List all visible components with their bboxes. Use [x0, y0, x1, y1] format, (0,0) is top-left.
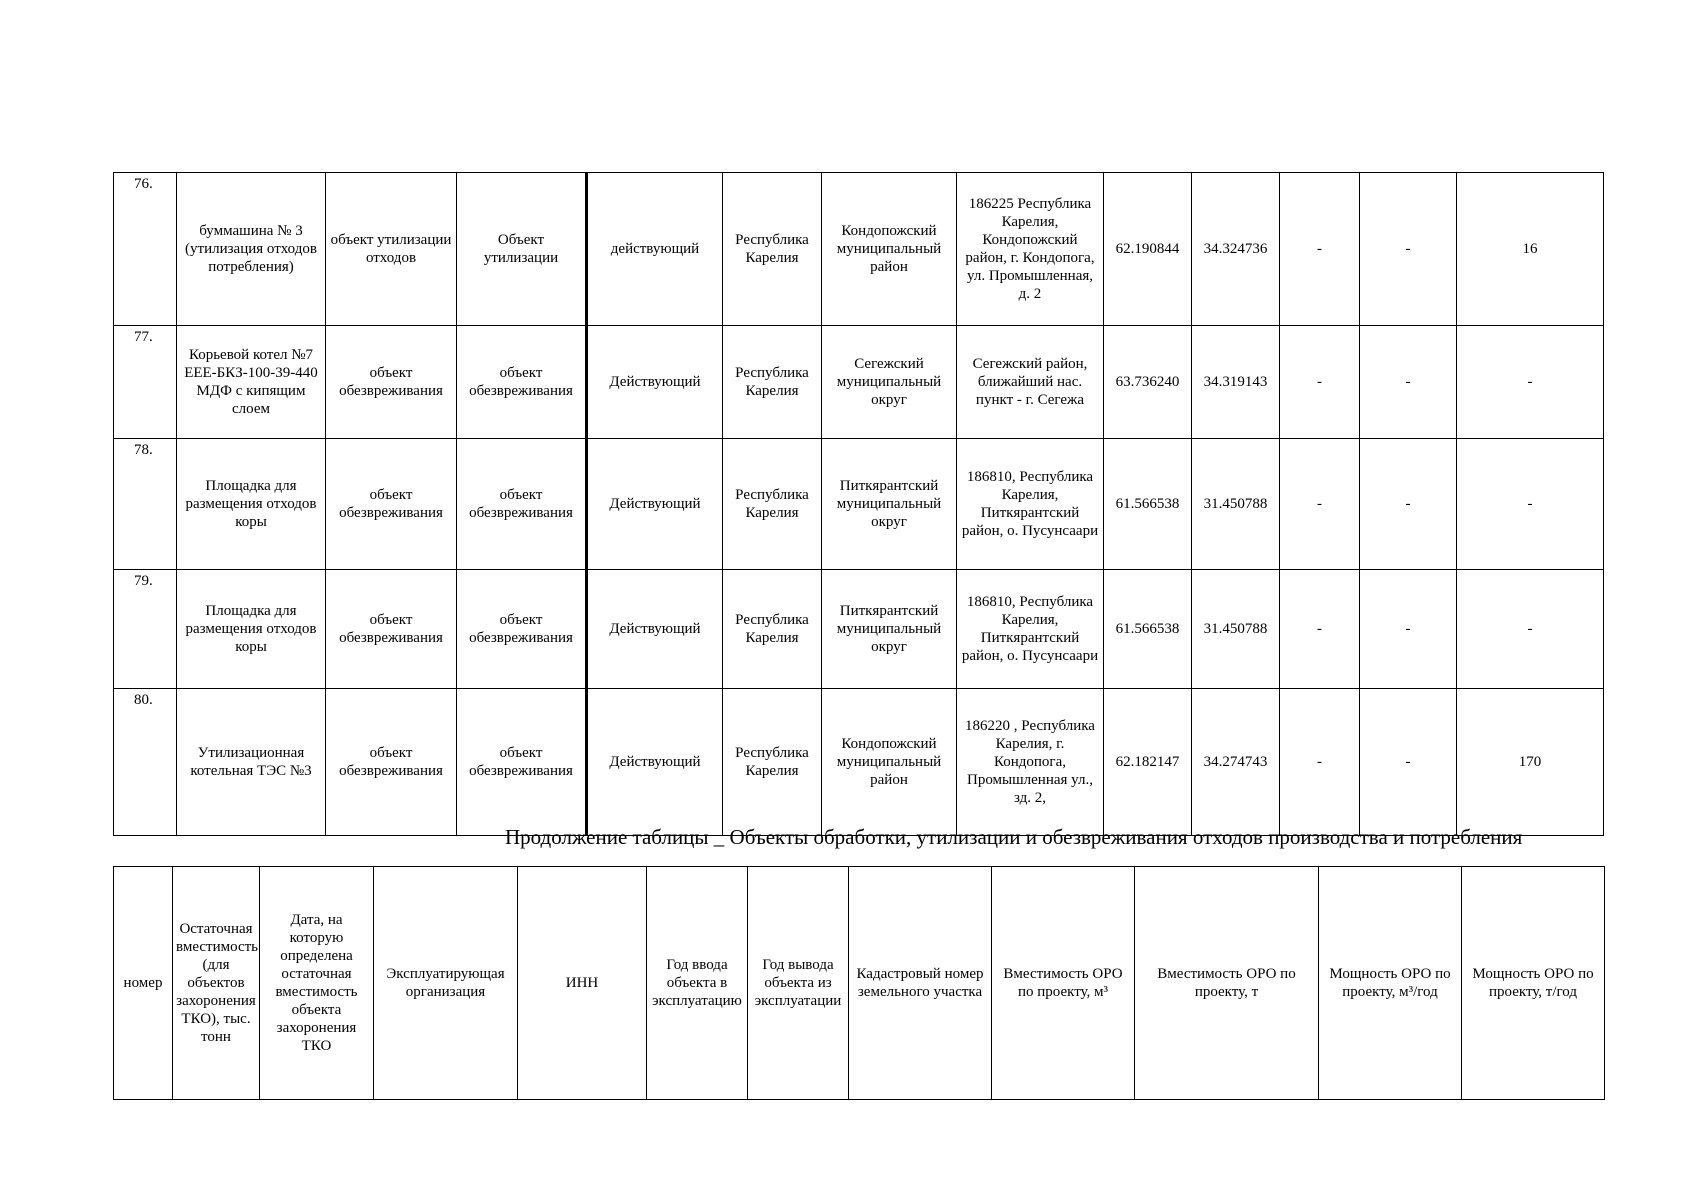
- value-1: -: [1280, 570, 1360, 689]
- address: 186220 , Республика Карелия, г. Кондопога, Промышленная ул., зд. 2,: [957, 689, 1104, 836]
- object-type: объект обезвреживания: [326, 689, 457, 836]
- value-2: -: [1360, 439, 1457, 570]
- value-1: -: [1280, 326, 1360, 439]
- row-number: 76.: [114, 173, 177, 326]
- longitude: 31.450788: [1192, 439, 1280, 570]
- region: Республика Карелия: [723, 570, 822, 689]
- continuation-header-table: [113, 866, 1605, 1100]
- latitude: 63.736240: [1104, 326, 1192, 439]
- header-row: [114, 867, 1605, 1100]
- object-purpose: Объект утилизации: [457, 173, 587, 326]
- value-3: -: [1457, 326, 1604, 439]
- object-status: Действующий: [587, 326, 723, 439]
- value-3: -: [1457, 570, 1604, 689]
- object-status: Действующий: [587, 439, 723, 570]
- address: 186810, Республика Карелия, Питкярантский район, о. Пусунсаари: [957, 439, 1104, 570]
- latitude: 62.190844: [1104, 173, 1192, 326]
- column-header: Эксплуатирующая организация: [374, 867, 518, 1100]
- value-1: -: [1280, 439, 1360, 570]
- value-2: -: [1360, 173, 1457, 326]
- municipality: Питкярантский муниципальный округ: [822, 570, 957, 689]
- object-name: буммашина № 3 (утилизация отходов потребления): [177, 173, 326, 326]
- object-purpose: объект обезвреживания: [457, 689, 587, 836]
- column-header: Мощность ОРО по проекту, т/год: [1462, 867, 1605, 1100]
- latitude: 61.566538: [1104, 570, 1192, 689]
- municipality: Кондопожский муниципальный район: [822, 173, 957, 326]
- object-status: действующий: [587, 173, 723, 326]
- value-3: -: [1457, 439, 1604, 570]
- latitude: 62.182147: [1104, 689, 1192, 836]
- municipality: Сегежский муниципальный округ: [822, 326, 957, 439]
- object-type: объект обезвреживания: [326, 326, 457, 439]
- value-1: -: [1280, 689, 1360, 836]
- region: Республика Карелия: [723, 326, 822, 439]
- longitude: 34.324736: [1192, 173, 1280, 326]
- object-purpose: объект обезвреживания: [457, 439, 587, 570]
- municipality: Кондопожский муниципальный район: [822, 689, 957, 836]
- object-name: Площадка для размещения отходов коры: [177, 570, 326, 689]
- value-1: -: [1280, 173, 1360, 326]
- column-header: номер: [114, 867, 173, 1100]
- object-name: Корьевой котел №7 ЕЕЕ-БКЗ-100-39-440 МДФ с кипящим слоем: [177, 326, 326, 439]
- value-3: 170: [1457, 689, 1604, 836]
- object-name: Утилизационная котельная ТЭС №3: [177, 689, 326, 836]
- municipality: Питкярантский муниципальный округ: [822, 439, 957, 570]
- row-number: 78.: [114, 439, 177, 570]
- table-caption: Продолжение таблицы _ Объекты обработки, утилизации и обезвреживания отходов производства и потребления: [505, 825, 1523, 849]
- object-type: объект обезвреживания: [326, 570, 457, 689]
- objects-table: [113, 172, 1604, 836]
- row-number: 80.: [114, 689, 177, 836]
- column-header: Дата, на которую определена остаточная вместимость объекта захоронения ТКО: [260, 867, 374, 1100]
- column-header: Кадастровый номер земельного участка: [849, 867, 992, 1100]
- row-number: 77.: [114, 326, 177, 439]
- column-header: Остаточная вместимость (для объектов захоронения ТКО), тыс. тонн: [173, 867, 260, 1100]
- region: Республика Карелия: [723, 173, 822, 326]
- latitude: 61.566538: [1104, 439, 1192, 570]
- table-row: [114, 570, 1604, 689]
- address: 186810, Республика Карелия, Питкярантский район, о. Пусунсаари: [957, 570, 1104, 689]
- object-name: Площадка для размещения отходов коры: [177, 439, 326, 570]
- longitude: 34.274743: [1192, 689, 1280, 836]
- column-header: Год ввода объекта в эксплуатацию: [647, 867, 748, 1100]
- column-header: Вместимость ОРО по проекту, м³: [992, 867, 1135, 1100]
- table-row: [114, 173, 1604, 326]
- object-status: Действующий: [587, 689, 723, 836]
- region: Республика Карелия: [723, 439, 822, 570]
- region: Республика Карелия: [723, 689, 822, 836]
- column-header: Вместимость ОРО по проекту, т: [1135, 867, 1319, 1100]
- address: 186225 Республика Карелия, Кондопожский район, г. Кондопога, ул. Промышленная, д. 2: [957, 173, 1104, 326]
- address: Сегежский район, ближайший нас. пункт - г. Сегежа: [957, 326, 1104, 439]
- value-3: 16: [1457, 173, 1604, 326]
- row-number: 79.: [114, 570, 177, 689]
- value-2: -: [1360, 689, 1457, 836]
- object-type: объект обезвреживания: [326, 439, 457, 570]
- column-header: Год вывода объекта из эксплуатации: [748, 867, 849, 1100]
- object-purpose: объект обезвреживания: [457, 570, 587, 689]
- longitude: 31.450788: [1192, 570, 1280, 689]
- column-header: ИНН: [518, 867, 647, 1100]
- table-row: [114, 326, 1604, 439]
- object-purpose: объект обезвреживания: [457, 326, 587, 439]
- value-2: -: [1360, 326, 1457, 439]
- object-type: объект утилизации отходов: [326, 173, 457, 326]
- object-status: Действующий: [587, 570, 723, 689]
- value-2: -: [1360, 570, 1457, 689]
- table-row: [114, 439, 1604, 570]
- longitude: 34.319143: [1192, 326, 1280, 439]
- table-row: [114, 689, 1604, 836]
- column-header: Мощность ОРО по проекту, м³/год: [1319, 867, 1462, 1100]
